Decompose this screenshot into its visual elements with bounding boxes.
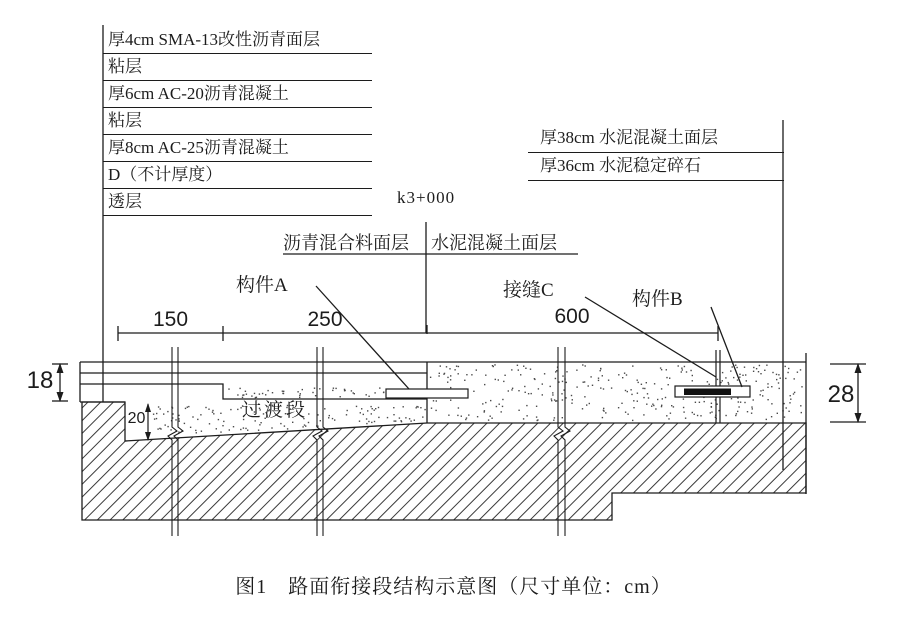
layer-label-ac20: 厚6cm AC-20沥青混凝土 — [103, 81, 372, 108]
subgrade-hatch-region — [82, 402, 806, 520]
layer-label-stabilized-base: 厚36cm 水泥稳定碎石 — [528, 153, 784, 181]
layer-label-ac25: 厚8cm AC-25沥青混凝土 — [103, 135, 372, 162]
dim-20-label: 20 — [127, 410, 146, 427]
right-layer-label-stack — [528, 125, 784, 181]
callout-component-a: 构件A — [236, 275, 288, 296]
dim-250-label: 250 — [307, 308, 343, 331]
callout-component-b: 构件B — [632, 289, 683, 310]
figure-caption: 图1 路面衔接段结构示意图（尺寸单位：cm） — [235, 576, 672, 598]
component-b-dowel — [675, 386, 750, 397]
dim-18-label: 18 — [26, 367, 54, 394]
dim-28-label: 28 — [827, 381, 855, 408]
station-label: k3+000 — [397, 188, 456, 207]
pavement-type-concrete-label: 水泥混凝土面层 — [431, 233, 557, 253]
component-a-rect — [386, 389, 468, 398]
dim-600-label: 600 — [554, 305, 590, 328]
layer-label-tack2: 粘层 — [103, 108, 372, 135]
left-layer-label-stack — [103, 27, 372, 216]
layer-label-tack1: 粘层 — [103, 54, 372, 81]
layer-label-sma13: 厚4cm SMA-13改性沥青面层 — [103, 27, 372, 54]
dim-150-label: 150 — [152, 308, 189, 331]
callout-joint-c: 接缝C — [503, 280, 554, 301]
transition-zone-label: 过渡段 — [242, 400, 309, 421]
layer-label-concrete-surface: 厚38cm 水泥混凝土面层 — [528, 125, 784, 153]
pavement-type-asphalt-label: 沥青混合料面层 — [283, 233, 409, 253]
layer-label-prime: 透层 — [103, 189, 372, 216]
layer-label-d: D（不计厚度） — [103, 162, 372, 189]
